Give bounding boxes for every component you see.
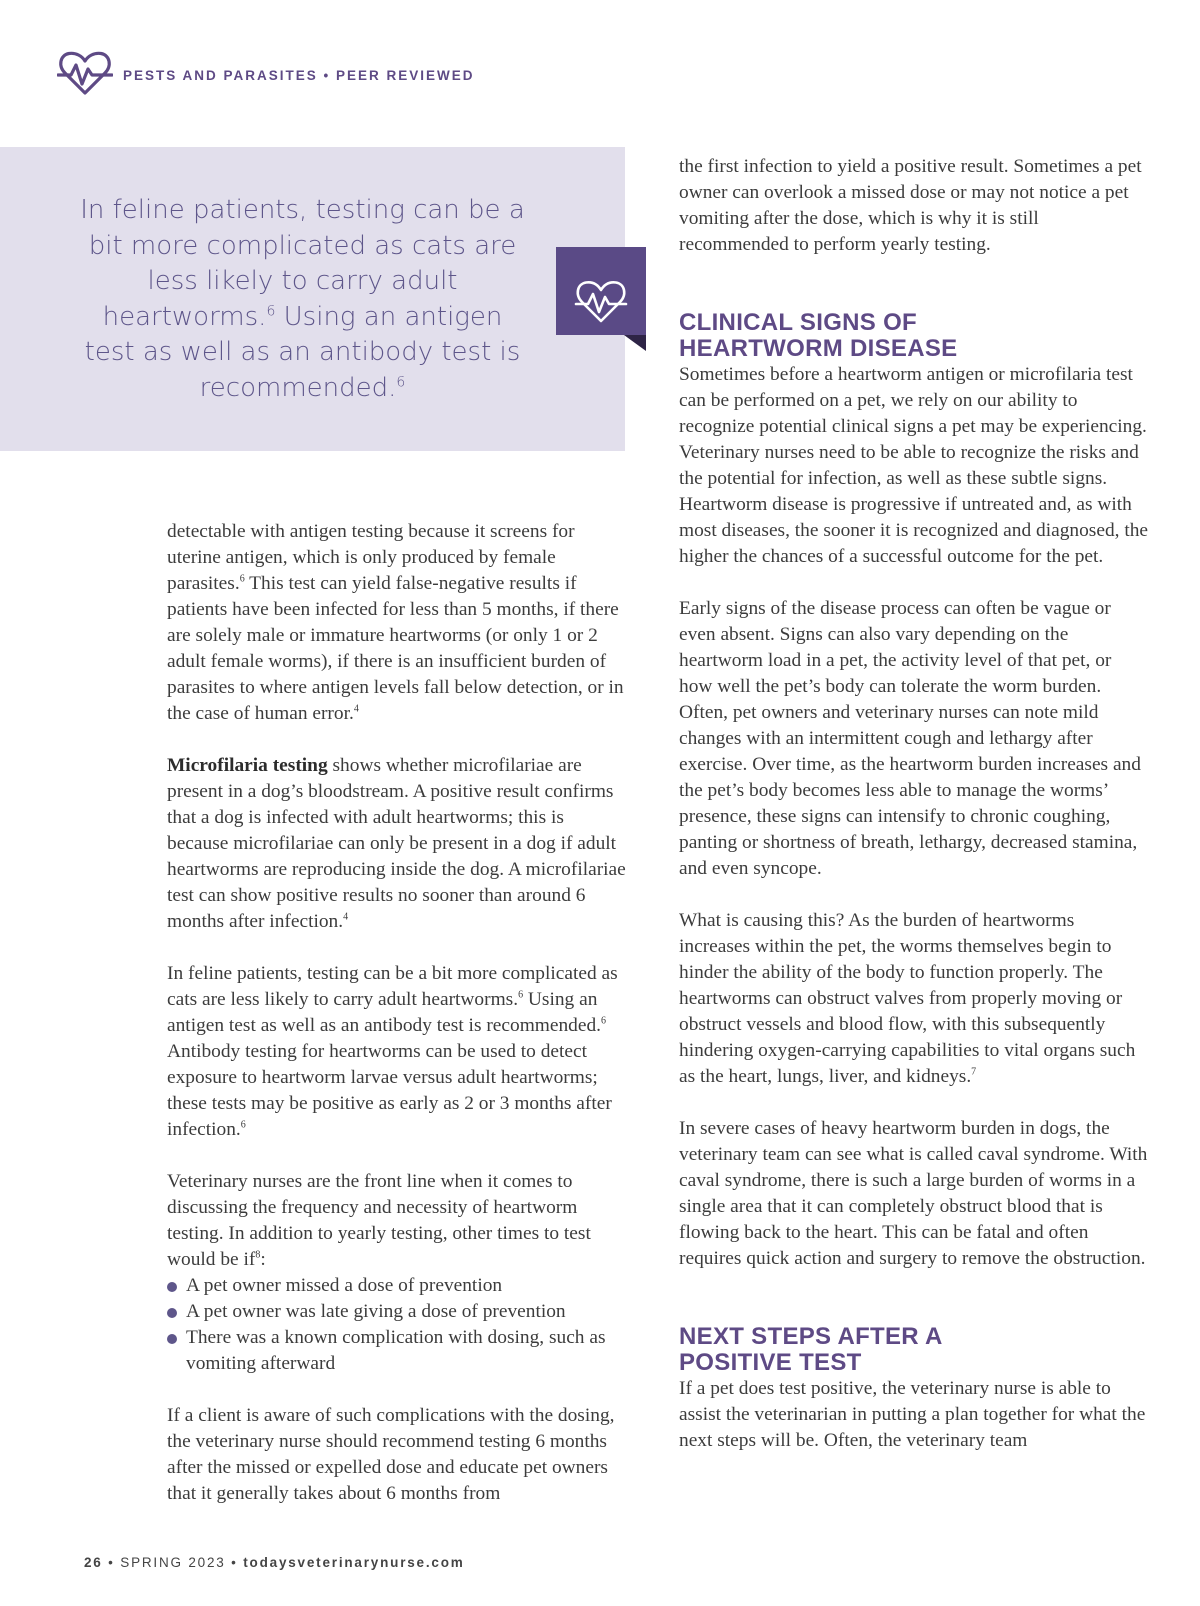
paragraph: Microfilaria testing shows whether microfilariae are present in a dog’s bloodstream. A positive result confirms that a dog is infected with adult heartworms; this is because microfilariae can only be present in a dog if adult heartworms are reproducing inside the dog. A microfilariae test can show positive results no sooner than around 6 months after infection.$^4$ xyxy=(167,755,626,932)
left-column xyxy=(167,519,627,1533)
section-heading: CLINICAL SIGNS OF HEARTWORM DISEASE xyxy=(679,309,958,362)
paragraph: In feline patients, testing can be a bit more complicated as cats are less likely to carry adult heartworms.$^6$ Using an antigen test as well as an antibody test is recommended.$^6$ Antibody testing for heartworms can be used to detect exposure to heartworm larvae versus adult heartworms; these tests may be positive as early as 2 or 3 months after infection.$^6$ xyxy=(167,963,618,1140)
list-item: A pet owner missed a dose of prevention xyxy=(167,1273,627,1299)
heart-pulse-icon xyxy=(57,50,113,96)
section-heading: NEXT STEPS AFTER A POSITIVE TEST xyxy=(679,1323,943,1376)
list-item: There was a known complication with dosing, such as vomiting afterward xyxy=(167,1325,627,1377)
issue-label: SPRING 2023 xyxy=(120,1555,226,1570)
right-column xyxy=(679,154,1149,1480)
list-item: A pet owner was late giving a dose of prevention xyxy=(167,1299,627,1325)
paragraph: In severe cases of heavy heartworm burden in dogs, the veterinary team can see what is called caval syndrome. With caval syndrome, there is such a large burden of worms in a single area that it can completely obstruct blood that is flowing back to the heart. This can be fatal and often requires quick action and surgery to remove the obstruction. xyxy=(679,1118,1148,1269)
website-link[interactable]: todaysveterinarynurse.com xyxy=(243,1555,465,1570)
paragraph: detectable with antigen testing because it screens for uterine antigen, which is only produced by female parasites.$^6$ This test can yield false-negative results if patients have been infected for less than 5 months, if there are solely male or immature heartworms (or only 1 or 2 adult female worms), if there is an insufficient burden of parasites to where antigen levels fall below detection, or in the case of human error.$^4$ xyxy=(167,521,624,724)
paragraph: Sometimes before a heartworm antigen or microfilaria test can be performed on a pet, we rely on our ability to recognize potential clinical signs a pet may be experiencing. Veterinary nurses need to be able to recognize the risks and the potential for infection, as well as these subtle signs. Heartworm disease is progressive if untreated and, as with most diseases, the sooner it is recognized and diagnosed, the higher the chances of a successful outcome for the pet. xyxy=(679,364,1149,567)
paragraph: Early signs of the disease process can often be vague or even absent. Signs can also vary depending on the heartworm load in a pet, the activity level of that pet, or how well the pet’s body can tolerate the worm burden. Often, pet owners and veterinary nurses can note mild changes with an intermittent cough and lethargy after exercise. Over time, as the heartworm burden increases and the pet’s body becomes less able to manage the worms’ presence, these signs can intensify to chronic coughing, panting or shortness of breath, lethargy, decreased stamina, and even syncope. xyxy=(679,598,1141,879)
paragraph: Veterinary nurses are the front line when it comes to discussing the frequency and necessity of heartworm testing. In addition to yearly testing, other times to test would be $if^8$: xyxy=(167,1171,591,1270)
pullquote-tab xyxy=(556,247,646,351)
paragraph: If a pet does test positive, the veterinary nurse is able to assist the veterinarian in putting a plan together for what the next steps will be. Often, the veterinary team xyxy=(679,1378,1146,1451)
paragraph: If a client is aware of such complications with the dosing, the veterinary nurse should recommend testing 6 months after the missed or expelled dose and educate pet owners that it generally takes about 6 months from xyxy=(167,1405,615,1504)
page-footer: 26 • SPRING 2023 • todaysveterinarynurse.com xyxy=(84,1555,465,1570)
section-label: PESTS AND PARASITES • PEER REVIEWED xyxy=(123,67,475,83)
page-header xyxy=(57,48,475,98)
paragraph: the first infection to yield a positive result. Sometimes a pet owner can overlook a missed dose or may not notice a pet vomiting after the dose, which is why it is still recommended to perform yearly testing. xyxy=(679,156,1142,255)
paragraph: What is causing this? As the burden of heartworms increases within the pet, the worms themselves begin to hinder the ability of the body to function properly. The heartworms can obstruct valves from properly moving or obstruct vessels and blood flow, with this subsequently hindering oxygen-carrying capabilities to vital organs such as the heart, lungs, liver, and kidneys.$^7$ xyxy=(679,910,1136,1087)
pullquote: In feline patients, testing can be a bit more complicated as cats are less likely to carry adult heartworms.$^6$ Using an antigen test as well as an antibody test is recommended.$^6$ xyxy=(80,195,525,403)
page-number: 26 xyxy=(84,1555,103,1570)
bullet-list xyxy=(167,1273,627,1377)
